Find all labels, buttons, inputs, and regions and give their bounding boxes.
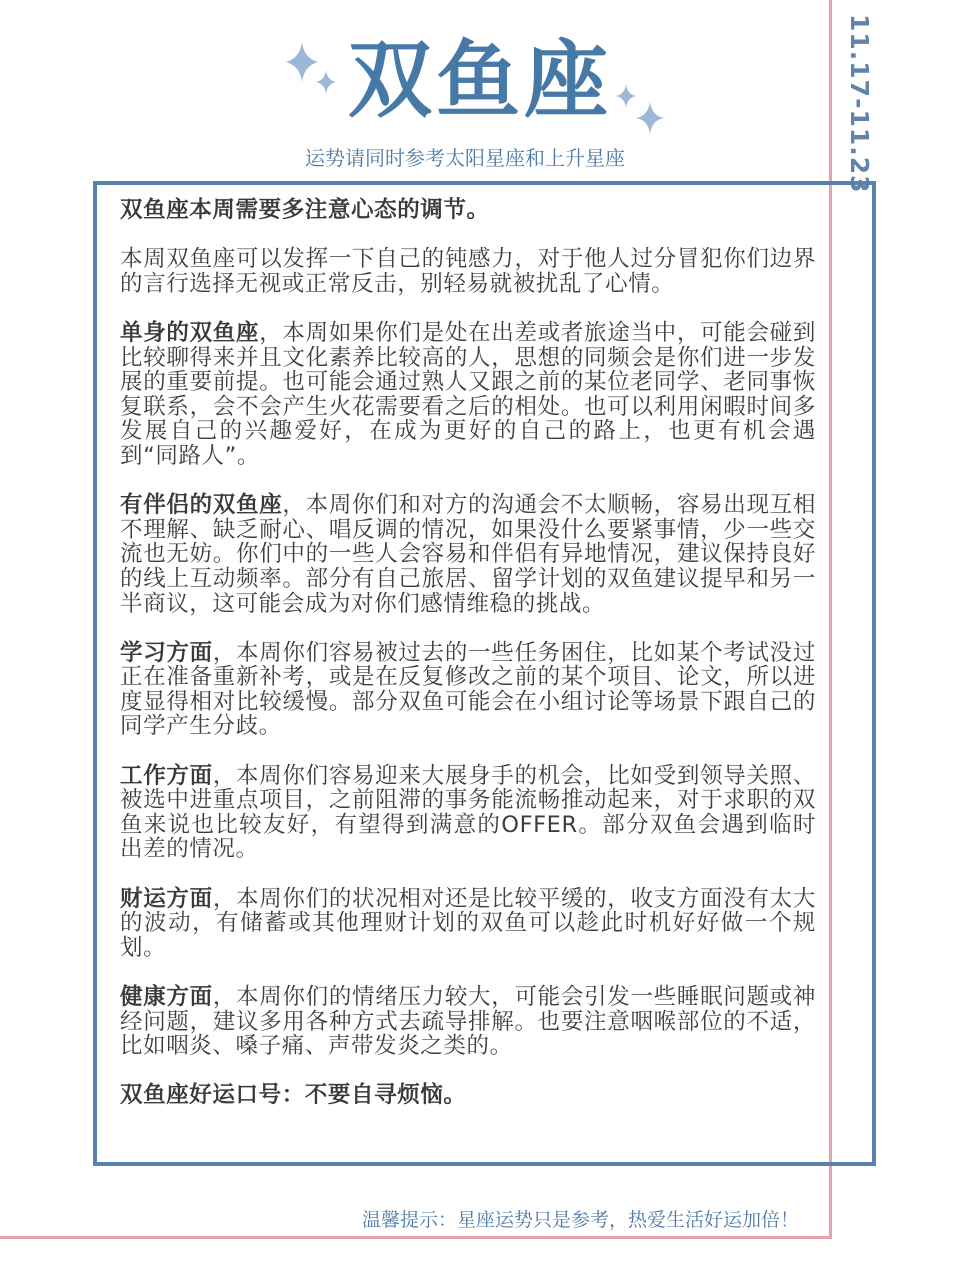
section-text: ，本周如果你们是处在出差或者旅途当中，可能会碰到比较聊得来并且文化素养比较高的人，思想的同频会是你们进一步发展的重要前提。也可能会通过熟人又跟之前的某位老同学、老同事恢复联系，会不会产生火花需要看之后的相处。也可以利用闲暇时间多发展自己的兴趣爱好，在成为更好的自己的路上，也更有机会遇到“同路人”。 [120,319,816,469]
section-text: ，本周你们容易迎来大展身手的机会，比如受到领导关照、被选中进重点项目，之前阻滞的事务能流畅推动起来，对于求职的双鱼来说也比较友好，有望得到满意的OFFER。部分双鱼会遇到临时出差的情况。 [120,762,816,863]
footer-tip: 温馨提示：星座运势只是参考，热爱生活好运加倍！ [362,1209,800,1231]
section-wealth [120,887,816,961]
section-label: 单身的双鱼座 [120,319,260,346]
intro-paragraph: 本周双鱼座可以发挥一下自己的钝感力，对于他人过分冒犯你们边界的言行选择无视或正常反击，别轻易就被扰乱了心情。 [120,246,816,297]
section-label: 工作方面 [120,762,213,789]
section-partner [120,493,816,616]
section-work [120,764,816,862]
section-single [120,321,816,469]
section-text: ，本周你们的情绪压力较大，可能会引发一些睡眠问题或神经问题，建议多用各种方式去疏导排解。也要注意咽喉部位的不适，比如咽炎、嗓子痛、声带发炎之类的。 [120,984,816,1060]
intro-heading: 双鱼座本周需要多注意心态的调节。 [120,197,490,223]
section-text: ，本周你们容易被过去的一些任务困住，比如某个考试没过正在准备重新补考，或是在反复修改之前的某个项目、论文，所以进度显得相对比较缓慢。部分双鱼可能会在小组讨论等场景下跟自己的同学产生分歧。 [120,639,816,740]
page-title: 双鱼座 [347,31,612,129]
section-health [120,985,816,1059]
date-range: 11.17-11.23 [845,14,874,194]
slogan: 双鱼座好运口号：不要自寻烦恼。 [120,1082,467,1109]
section-label: 财运方面 [120,885,213,912]
section-study [120,641,816,739]
section-label: 健康方面 [120,984,213,1010]
subtitle: 运势请同时参考太阳星座和上升星座 [305,146,625,170]
section-text: ，本周你们的状况相对还是比较平缓的，收支方面没有太大的波动，有储蓄或其他理财计划的双鱼可以趁此时机好好做一个规划。 [120,885,816,961]
pink-horizontal-line [0,1236,832,1239]
article-body [120,198,816,1133]
section-text: ，本周你们和对方的沟通会不太顺畅，容易出现互相不理解、缺乏耐心、唱反调的情况，如果没什么要紧事情，少一些交流也无妨。你们中的一些人会容易和伴侣有异地情况，建议保持良好的线上互动频率。部分有自己旅居、留学计划的双鱼建议提早和另一半商议，这可能会成为对你们感情维稳的挑战。 [120,492,816,617]
section-label: 学习方面 [120,639,213,666]
section-label: 有伴侣的双鱼座 [120,492,283,519]
